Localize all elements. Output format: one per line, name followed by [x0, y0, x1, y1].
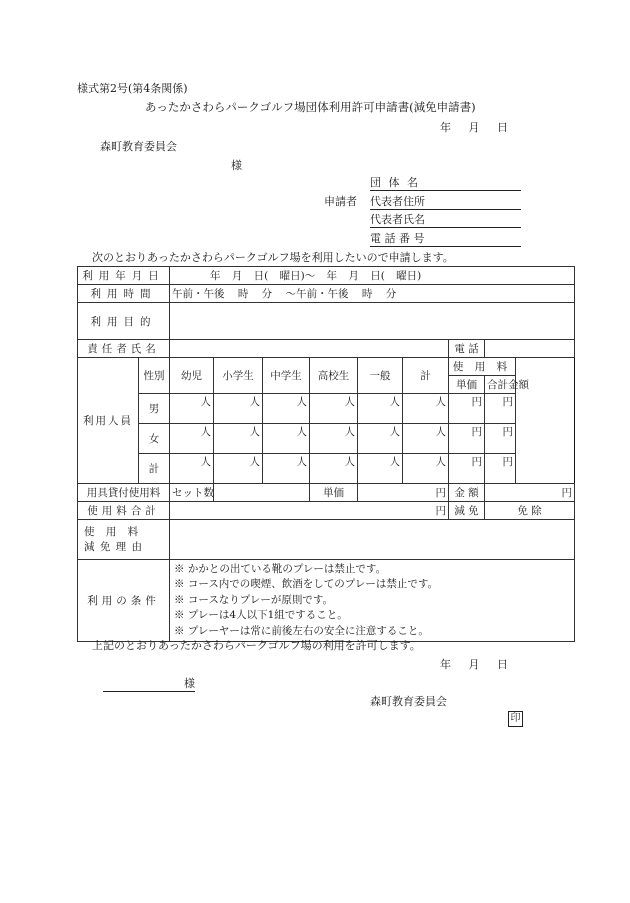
- male-unit-price-cell[interactable]: 円: [449, 394, 485, 424]
- total-high-cell[interactable]: 人: [310, 454, 358, 484]
- female-high-cell[interactable]: 人: [310, 424, 358, 454]
- purpose-label: 利用目的: [78, 303, 170, 340]
- reason-label-line2: 減 免 理 由: [84, 540, 144, 553]
- total-amount-header: 合計金額: [485, 376, 516, 394]
- female-junior-cell[interactable]: 人: [263, 424, 310, 454]
- male-elementary-cell[interactable]: 人: [214, 394, 263, 424]
- unit-price-header: 単価: [449, 376, 485, 394]
- rental-unit-price-field[interactable]: 円: [358, 484, 449, 502]
- condition-item: ※ コース内での喫煙、飲酒をしてのプレーは禁止です。: [174, 578, 439, 591]
- female-total-cell[interactable]: 人: [403, 424, 449, 454]
- header-total: 計: [403, 358, 449, 394]
- conditions-label: 利用の条件: [78, 560, 170, 642]
- female-elementary-cell[interactable]: 人: [214, 424, 263, 454]
- condition-item: ※ かかとの出ている靴のプレーは禁止です。: [174, 563, 387, 575]
- male-infant-cell[interactable]: 人: [170, 394, 214, 424]
- application-form-table: [77, 266, 575, 642]
- reason-label-line1: 使 用 料: [84, 525, 143, 538]
- approval-recipient-field[interactable]: 様: [103, 675, 195, 692]
- row-female-label: 女: [139, 424, 170, 454]
- male-amount-cell[interactable]: 円: [485, 394, 516, 424]
- reason-label: [78, 520, 170, 560]
- row-male-label: 男: [139, 394, 170, 424]
- seal-stamp: 印: [508, 711, 523, 727]
- header-high-school: 高校生: [310, 358, 358, 394]
- total-amount-cell[interactable]: 円: [485, 454, 516, 484]
- phone-label: 電 話: [449, 340, 485, 358]
- form-number: 様式第2号(第4条関係): [77, 82, 188, 95]
- male-total-cell[interactable]: 人: [403, 394, 449, 424]
- document-title: あったかさわらパークゴルフ場団体利用許可申請書(減免申請書): [145, 100, 476, 114]
- set-count-label: セット数: [170, 484, 214, 502]
- male-high-cell[interactable]: 人: [310, 394, 358, 424]
- reduction-label: 減 免: [449, 502, 485, 520]
- set-count-field[interactable]: [214, 484, 310, 502]
- total-unit-price-cell[interactable]: 円: [449, 454, 485, 484]
- users-label: 利用人員: [78, 358, 139, 484]
- reason-field[interactable]: [170, 520, 575, 560]
- application-date: 年 月 日: [440, 121, 508, 134]
- female-unit-price-cell[interactable]: 円: [449, 424, 485, 454]
- total-infant-cell[interactable]: 人: [170, 454, 214, 484]
- fee-total-field[interactable]: 円: [170, 502, 449, 520]
- female-infant-cell[interactable]: 人: [170, 424, 214, 454]
- phone-field[interactable]: [485, 340, 575, 358]
- header-general: 一般: [358, 358, 403, 394]
- fee-header: 使 用 料: [449, 358, 516, 376]
- rep-name-field[interactable]: 代表者氏名: [370, 211, 521, 228]
- recipient-name: 森町教育委員会: [100, 140, 177, 153]
- group-name-field[interactable]: 団 体 名: [370, 174, 521, 191]
- condition-item: ※ プレーは4人以下1組ですること。: [174, 609, 348, 622]
- rental-amount-label: 金 額: [449, 484, 485, 502]
- usage-time-label: 利用時間: [78, 285, 170, 303]
- recipient-honorific: 様: [231, 159, 242, 172]
- approval-text: 上記のとおりあったかさわらパークゴルフ場の利用を許可します。: [92, 639, 421, 652]
- phone-number-field[interactable]: 電 話 番 号: [370, 230, 521, 247]
- male-general-cell[interactable]: 人: [358, 394, 403, 424]
- header-elementary: 小学生: [214, 358, 263, 394]
- purpose-field[interactable]: [170, 303, 575, 340]
- conditions-list: [170, 560, 575, 642]
- condition-item: ※ コースなりプレーが原則です。: [174, 593, 334, 606]
- female-general-cell[interactable]: 人: [358, 424, 403, 454]
- usage-date-label: 利用年月日: [78, 267, 170, 285]
- intro-text: 次のとおりあったかさわらパークゴルフ場を利用したいので申請します。: [92, 251, 454, 264]
- female-amount-cell[interactable]: 円: [485, 424, 516, 454]
- total-general-cell[interactable]: 人: [358, 454, 403, 484]
- rental-fee-label: 用具貸付使用料: [78, 484, 170, 502]
- total-elementary-cell[interactable]: 人: [214, 454, 263, 484]
- male-junior-cell[interactable]: 人: [263, 394, 310, 424]
- usage-date-field[interactable]: 年 月 日( 曜日)〜 年 月 日( 曜日): [170, 267, 575, 285]
- rep-address-field[interactable]: 代表者住所: [370, 193, 521, 210]
- rental-unit-price-label: 単価: [310, 484, 358, 502]
- responsible-person-field[interactable]: [170, 340, 449, 358]
- fee-total-label: 使用料合計: [78, 502, 170, 520]
- approval-date: 年 月 日: [440, 658, 508, 671]
- total-total-cell[interactable]: 人: [403, 454, 449, 484]
- responsible-person-label: 責任者氏名: [78, 340, 170, 358]
- usage-time-field[interactable]: 午前・午後 時 分 〜午前・午後 時 分: [170, 285, 575, 303]
- header-junior-high: 中学生: [263, 358, 310, 394]
- exemption-label: 免 除: [485, 502, 575, 520]
- condition-item: ※ プレーヤーは常に前後左右の安全に注意すること。: [174, 624, 429, 637]
- row-total-label: 計: [139, 454, 170, 484]
- rental-amount-field[interactable]: 円: [485, 484, 575, 502]
- header-gender: 性別: [139, 358, 170, 394]
- issuer-name: 森町教育委員会: [370, 695, 447, 708]
- applicant-label: 申請者: [324, 195, 357, 208]
- total-junior-cell[interactable]: 人: [263, 454, 310, 484]
- header-infant: 幼児: [170, 358, 214, 394]
